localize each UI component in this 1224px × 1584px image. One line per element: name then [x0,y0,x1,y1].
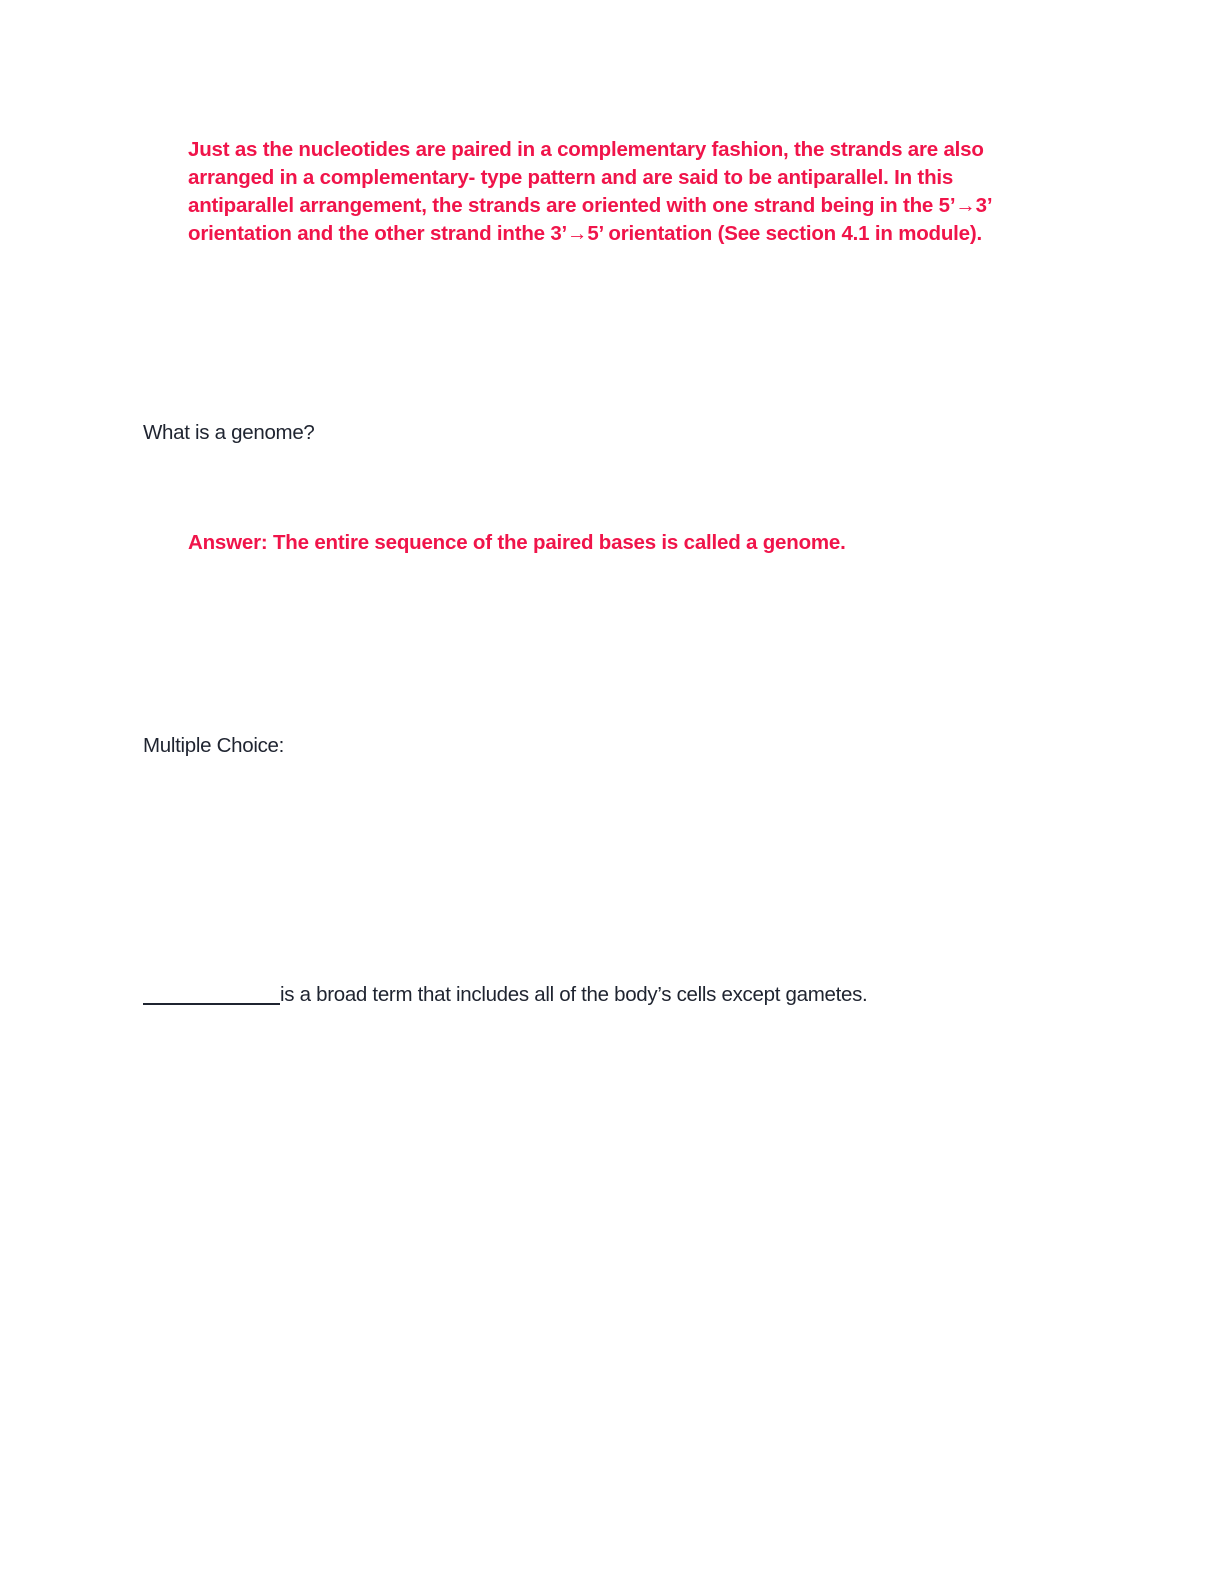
question-what-is-genome: What is a genome? [143,421,315,444]
fill-in-blank-question [143,981,867,1009]
answer-genome-paragraph: Answer: The entire sequence of the paired bases is called a genome. [188,531,846,554]
answer-blank-line [143,1003,280,1005]
fill-in-blank-text: is a broad term that includes all of the body’s cells except gametes. [280,983,868,1006]
answer-antiparallel-paragraph: Just as the nucleotides are paired in a complementary fashion, the strands are also arranged in a complementary- type pattern and are said to be antiparallel. In this antiparallel arrangement, the strands are oriented with one strand being in the 5’→3’ orientation and the other strand inthe 3’→5’ orientation (See section 4.1 in module). [188,138,992,245]
multiple-choice-heading: Multiple Choice: [143,734,285,757]
